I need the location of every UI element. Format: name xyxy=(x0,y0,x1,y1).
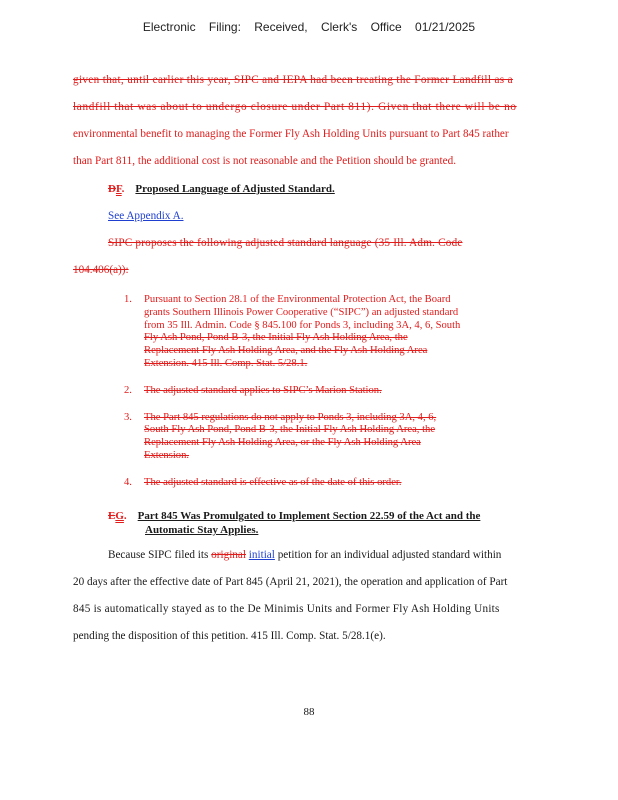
para2-text-a: Because SIPC filed its xyxy=(108,549,212,561)
inserted-word: initial xyxy=(248,549,275,561)
list-item-number: 3. xyxy=(124,411,132,423)
para2-line4: pending the disposition of this petition. 415 Ill. Comp. Stat. 5/28.1(e). xyxy=(73,630,386,642)
list-item-number: 1. xyxy=(124,294,132,305)
deleted-word: original xyxy=(211,549,246,561)
section-dot: . xyxy=(121,183,125,195)
list-item-number: 2. xyxy=(124,384,132,396)
list-item-number: 4. xyxy=(124,476,132,488)
list-item-1-line1: Pursuant to Section 28.1 of the Environmental Protection Act, the Board xyxy=(144,294,451,305)
list-item-1-line5: Replacement Fly Ash Holding Area, and the Fly Ash Holding Area xyxy=(144,345,428,357)
list-item-3-line4: Extension. xyxy=(144,449,190,461)
section-new-letter: G xyxy=(115,510,124,522)
list-item-1-line2: grants Southern Illinois Power Cooperative (“SIPC”) an adjusted standard xyxy=(144,306,459,318)
para1-line3: environmental benefit to managing the Former Fly Ash Holding Units pursuant to Part 845 rather xyxy=(73,128,509,140)
list-item-4-text: The adjusted standard is effective as of the date of this order. xyxy=(144,476,402,488)
para1-line4: than Part 811, the additional cost is not reasonable and the Petition should be granted. xyxy=(73,155,456,167)
section-g-heading xyxy=(108,510,480,522)
appendix-link[interactable]: See Appendix A. xyxy=(108,210,184,222)
section-new-letter: F xyxy=(115,183,122,195)
list-item-3-line2: South Fly Ash Pond, Pond B-3, the Initial Fly Ash Holding Area, the xyxy=(144,424,436,436)
para2-line1 xyxy=(108,549,501,561)
para2-text-b: petition for an individual adjusted standard within xyxy=(274,549,502,561)
list-item xyxy=(124,385,519,398)
list-item-1-line3: from 35 Ill. Admin. Code § 845.100 for Ponds 3, including 3A, 4, 6, South xyxy=(144,319,461,331)
adjusted-standard-list xyxy=(124,294,519,490)
section-f-title: Proposed Language of Adjusted Standard. xyxy=(135,183,335,195)
struck-intro-line2: 104.406(a)): xyxy=(73,264,129,276)
section-dot: . xyxy=(123,510,127,522)
list-item xyxy=(124,477,519,490)
filing-header: Electronic Filing: Received, Clerk's Office 01/21/2025 xyxy=(142,20,476,34)
page-number: 88 xyxy=(303,706,315,718)
para1-line1: given that, until earlier this year, SIPC and IEPA had been treating the Former Landfill as a xyxy=(73,74,513,86)
list-item-1-line4: Fly Ash Pond, Pond B-3, the Initial Fly Ash Holding Area, the xyxy=(144,332,408,344)
section-g-title-line1: Part 845 Was Promulgated to Implement Section 22.59 of the Act and the xyxy=(137,510,481,522)
list-item-2-text: The adjusted standard applies to SIPC’s Marion Station. xyxy=(144,384,382,396)
section-g-title-line2: Automatic Stay Applies. xyxy=(145,524,259,536)
para2-line2: 20 days after the effective date of Part 845 (April 21, 2021), the operation and application of Part xyxy=(73,576,508,588)
section-old-letter: E xyxy=(108,510,116,522)
list-item xyxy=(124,294,519,371)
struck-intro-line1: SIPC proposes the following adjusted standard language (35 Ill. Adm. Code xyxy=(108,237,463,249)
list-item-3-line1: The Part 845 regulations do not apply to Ponds 3, including 3A, 4, 6, xyxy=(144,411,437,423)
section-old-letter: D xyxy=(108,183,116,195)
list-item-3-line3: Replacement Fly Ash Holding Area, or the Fly Ash Holding Area xyxy=(144,437,421,449)
section-f-heading xyxy=(108,183,361,195)
list-item xyxy=(124,412,519,463)
para1-line2: landfill that was about to undergo closure under Part 811). Given that there will be no xyxy=(73,101,517,113)
list-item-1-line6: Extension. 415 Ill. Comp. Stat. 5/28.1. xyxy=(144,357,308,369)
para2-line3: 845 is automatically stayed as to the De Minimis Units and Former Fly Ash Holding Units xyxy=(73,603,500,615)
